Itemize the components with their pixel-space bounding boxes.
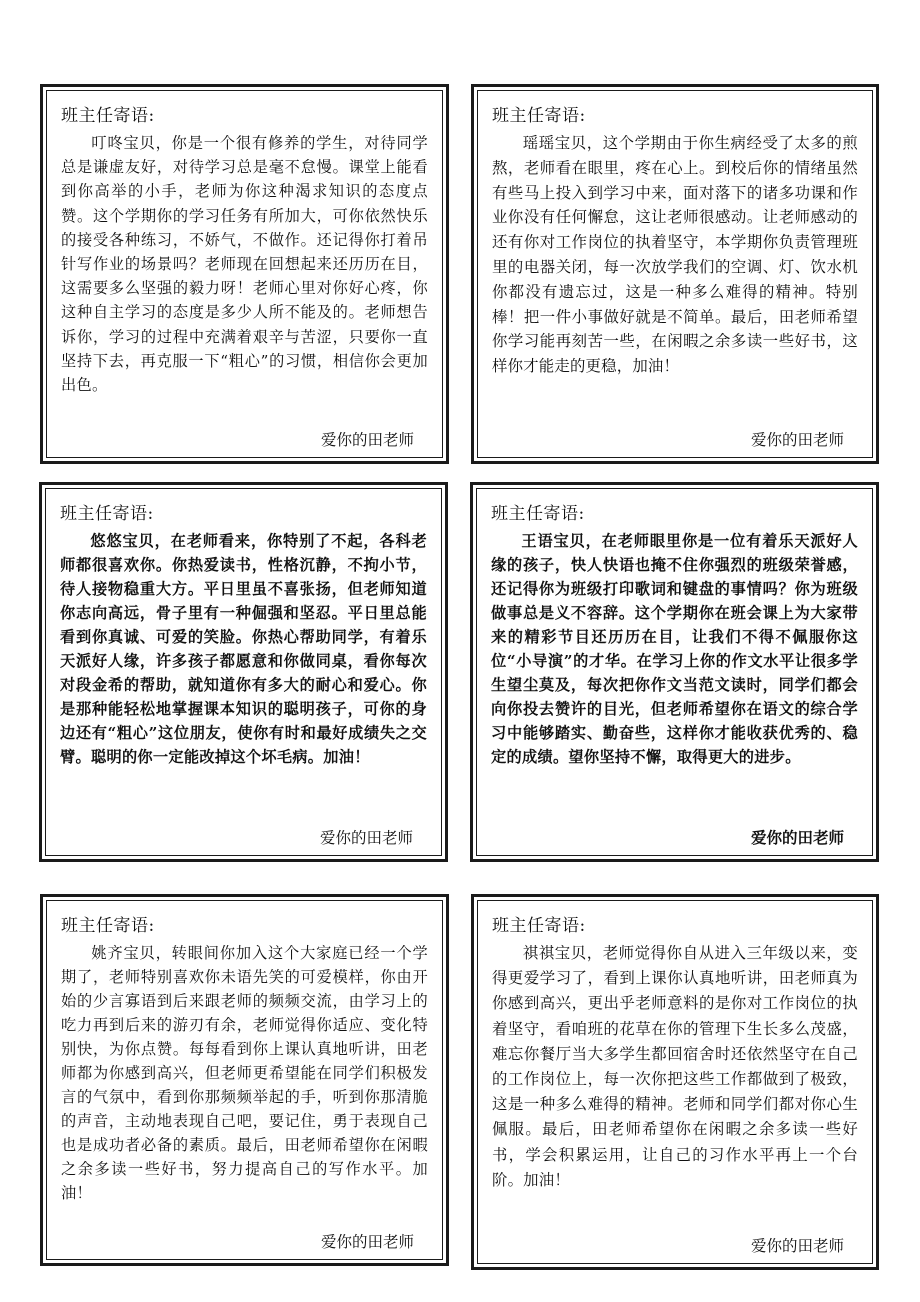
- card-frame: [476, 488, 873, 856]
- comment-card: [471, 84, 879, 464]
- card-title: 班主任寄语:: [60, 504, 154, 524]
- card-title: 班主任寄语:: [492, 106, 586, 126]
- card-title: 班主任寄语:: [492, 916, 586, 936]
- card-frame: [46, 90, 443, 458]
- card-signature: 爱你的田老师: [750, 1237, 844, 1255]
- card-signature: 爱你的田老师: [750, 828, 844, 847]
- card-body: 王语宝贝，在老师眼里你是一位有着乐天派好人缘的孩子，快人快语也掩不住你强烈的班级荣誉感，还记得你为班级打印歌词和键盘的事情吗？你为班级做事总是义不容辞。这个学期你在班会课上为大家带来的精彩节目还历历在目，让我们不得不佩服你这位“小导演”的才华。在学习上你的作文水平让很多学生望尘莫及，每次把你作文当范文读时，同学们都会向你投去赞许的目光，但老师希望你在语文的综合学习中能够踏实、勤奋些，这样你才能收获优秀的、稳定的成绩。望你坚持不懈，取得更大的进步。: [491, 532, 858, 766]
- card-body: 祺祺宝贝，老师觉得你自从进入三年级以来，变得更爱学习了，看到上课你认真地听讲，田老师真为你感到高兴，更出乎老师意料的是你对工作岗位的执着坚守，看咱班的花草在你的管理下生长多么茂盛，难忘你餐厅当大多学生都回宿舍时还依然坚守在自己的工作岗位上，每一次你把这些工作都做到了极致，这是一种多么难得的精神。老师和同学们都对你心生佩服。最后，田老师希望你在闲暇之余多读一些好书，学会积累运用，让自己的习作水平再上一个台阶。加油！: [492, 944, 858, 1189]
- card-title: 班主任寄语:: [491, 504, 585, 524]
- card-frame: [477, 90, 873, 458]
- card-body: 叮咚宝贝，你是一个很有修养的学生，对待同学总是谦虚友好，对待学习总是毫不怠慢。课堂上能看到你高举的小手，老师为你这种渴求知识的态度点赞。这个学期你的学习任务有所加大，可你依然快乐的接受各种练习，不娇气，不做作。还记得你打着吊针写作业的场景吗？老师现在回想起来还历历在目，这需要多么坚强的毅力呀！老师心里对你好心疼，你这种自主学习的态度是多少人所不能及的。老师想告诉你，学习的过程中充满着艰辛与苦涩，只要你一直坚持下去，再克服一下“粗心”的习惯，相信你会更加出色。: [61, 134, 428, 395]
- comment-card: [40, 894, 449, 1266]
- comment-card: [40, 84, 449, 464]
- card-title: 班主任寄语:: [61, 916, 155, 936]
- card-signature: 爱你的田老师: [320, 1233, 414, 1251]
- card-body: 瑶瑶宝贝，这个学期由于你生病经受了太多的煎熬，老师看在眼里，疼在心上。到校后你的情绪虽然有些马上投入到学习中来，面对落下的诸多功课和作业你没有任何懈怠，这让老师很感动。让老师感动的还有你对工作岗位的执着坚守，本学期你负责管理班里的电器关闭，每一次放学我们的空调、灯、饮水机你都没有遗忘过，这是一种多么难得的精神。特别棒！把一件小事做好就是不简单。最后，田老师希望你学习能再刻苦一些，在闲暇之余多读一些好书，这样你才能走的更稳，加油！: [492, 134, 858, 376]
- card-body: 姚齐宝贝，转眼间你加入这个大家庭已经一个学期了，老师特别喜欢你未语先笑的可爱模样，你由开始的少言寡语到后来跟老师的频频交流，由学习上的吃力再到后来的游刃有余，老师觉得你适应、变化特别快，为你点赞。每每看到你上课认真地听讲，田老师都为你感到高兴，但老师更希望能在同学们积极发言的气氛中，看到你那频频举起的手，听到你那清脆的声音，主动地表现自己吧，要记住，勇于表现自己也是成功者必备的素质。最后，田老师希望你在闲暇之余多读一些好书，努力提高自己的写作水平。加油！: [61, 944, 428, 1202]
- card-signature: 爱你的田老师: [320, 431, 414, 449]
- comment-card: [39, 482, 448, 862]
- card-frame: [477, 900, 873, 1264]
- card-title: 班主任寄语:: [61, 106, 155, 126]
- card-frame: [45, 488, 442, 856]
- comment-card: [471, 894, 879, 1270]
- card-signature: 爱你的田老师: [319, 829, 413, 847]
- card-body: 悠悠宝贝，在老师看来，你特别了不起，各科老师都很喜欢你。你热爱读书，性格沉静，不拘小节，待人接物稳重大方。平日里虽不喜张扬，但老师知道你志向高远，骨子里有一种倔强和坚忍。平日里总能看到你真诚、可爱的笑脸。你热心帮助同学，有着乐天派好人缘，许多孩子都愿意和你做同桌，看你每次对段金希的帮助，就知道你有多大的耐心和爱心。你是那种能轻松地掌握课本知识的聪明孩子，可你的身边还有“粗心”这位朋友，使你有时和最好成绩失之交臂。聪明的你一定能改掉这个坏毛病。加油！: [60, 532, 427, 766]
- comment-card: [470, 482, 879, 862]
- card-frame: [46, 900, 443, 1260]
- card-signature: 爱你的田老师: [750, 431, 844, 449]
